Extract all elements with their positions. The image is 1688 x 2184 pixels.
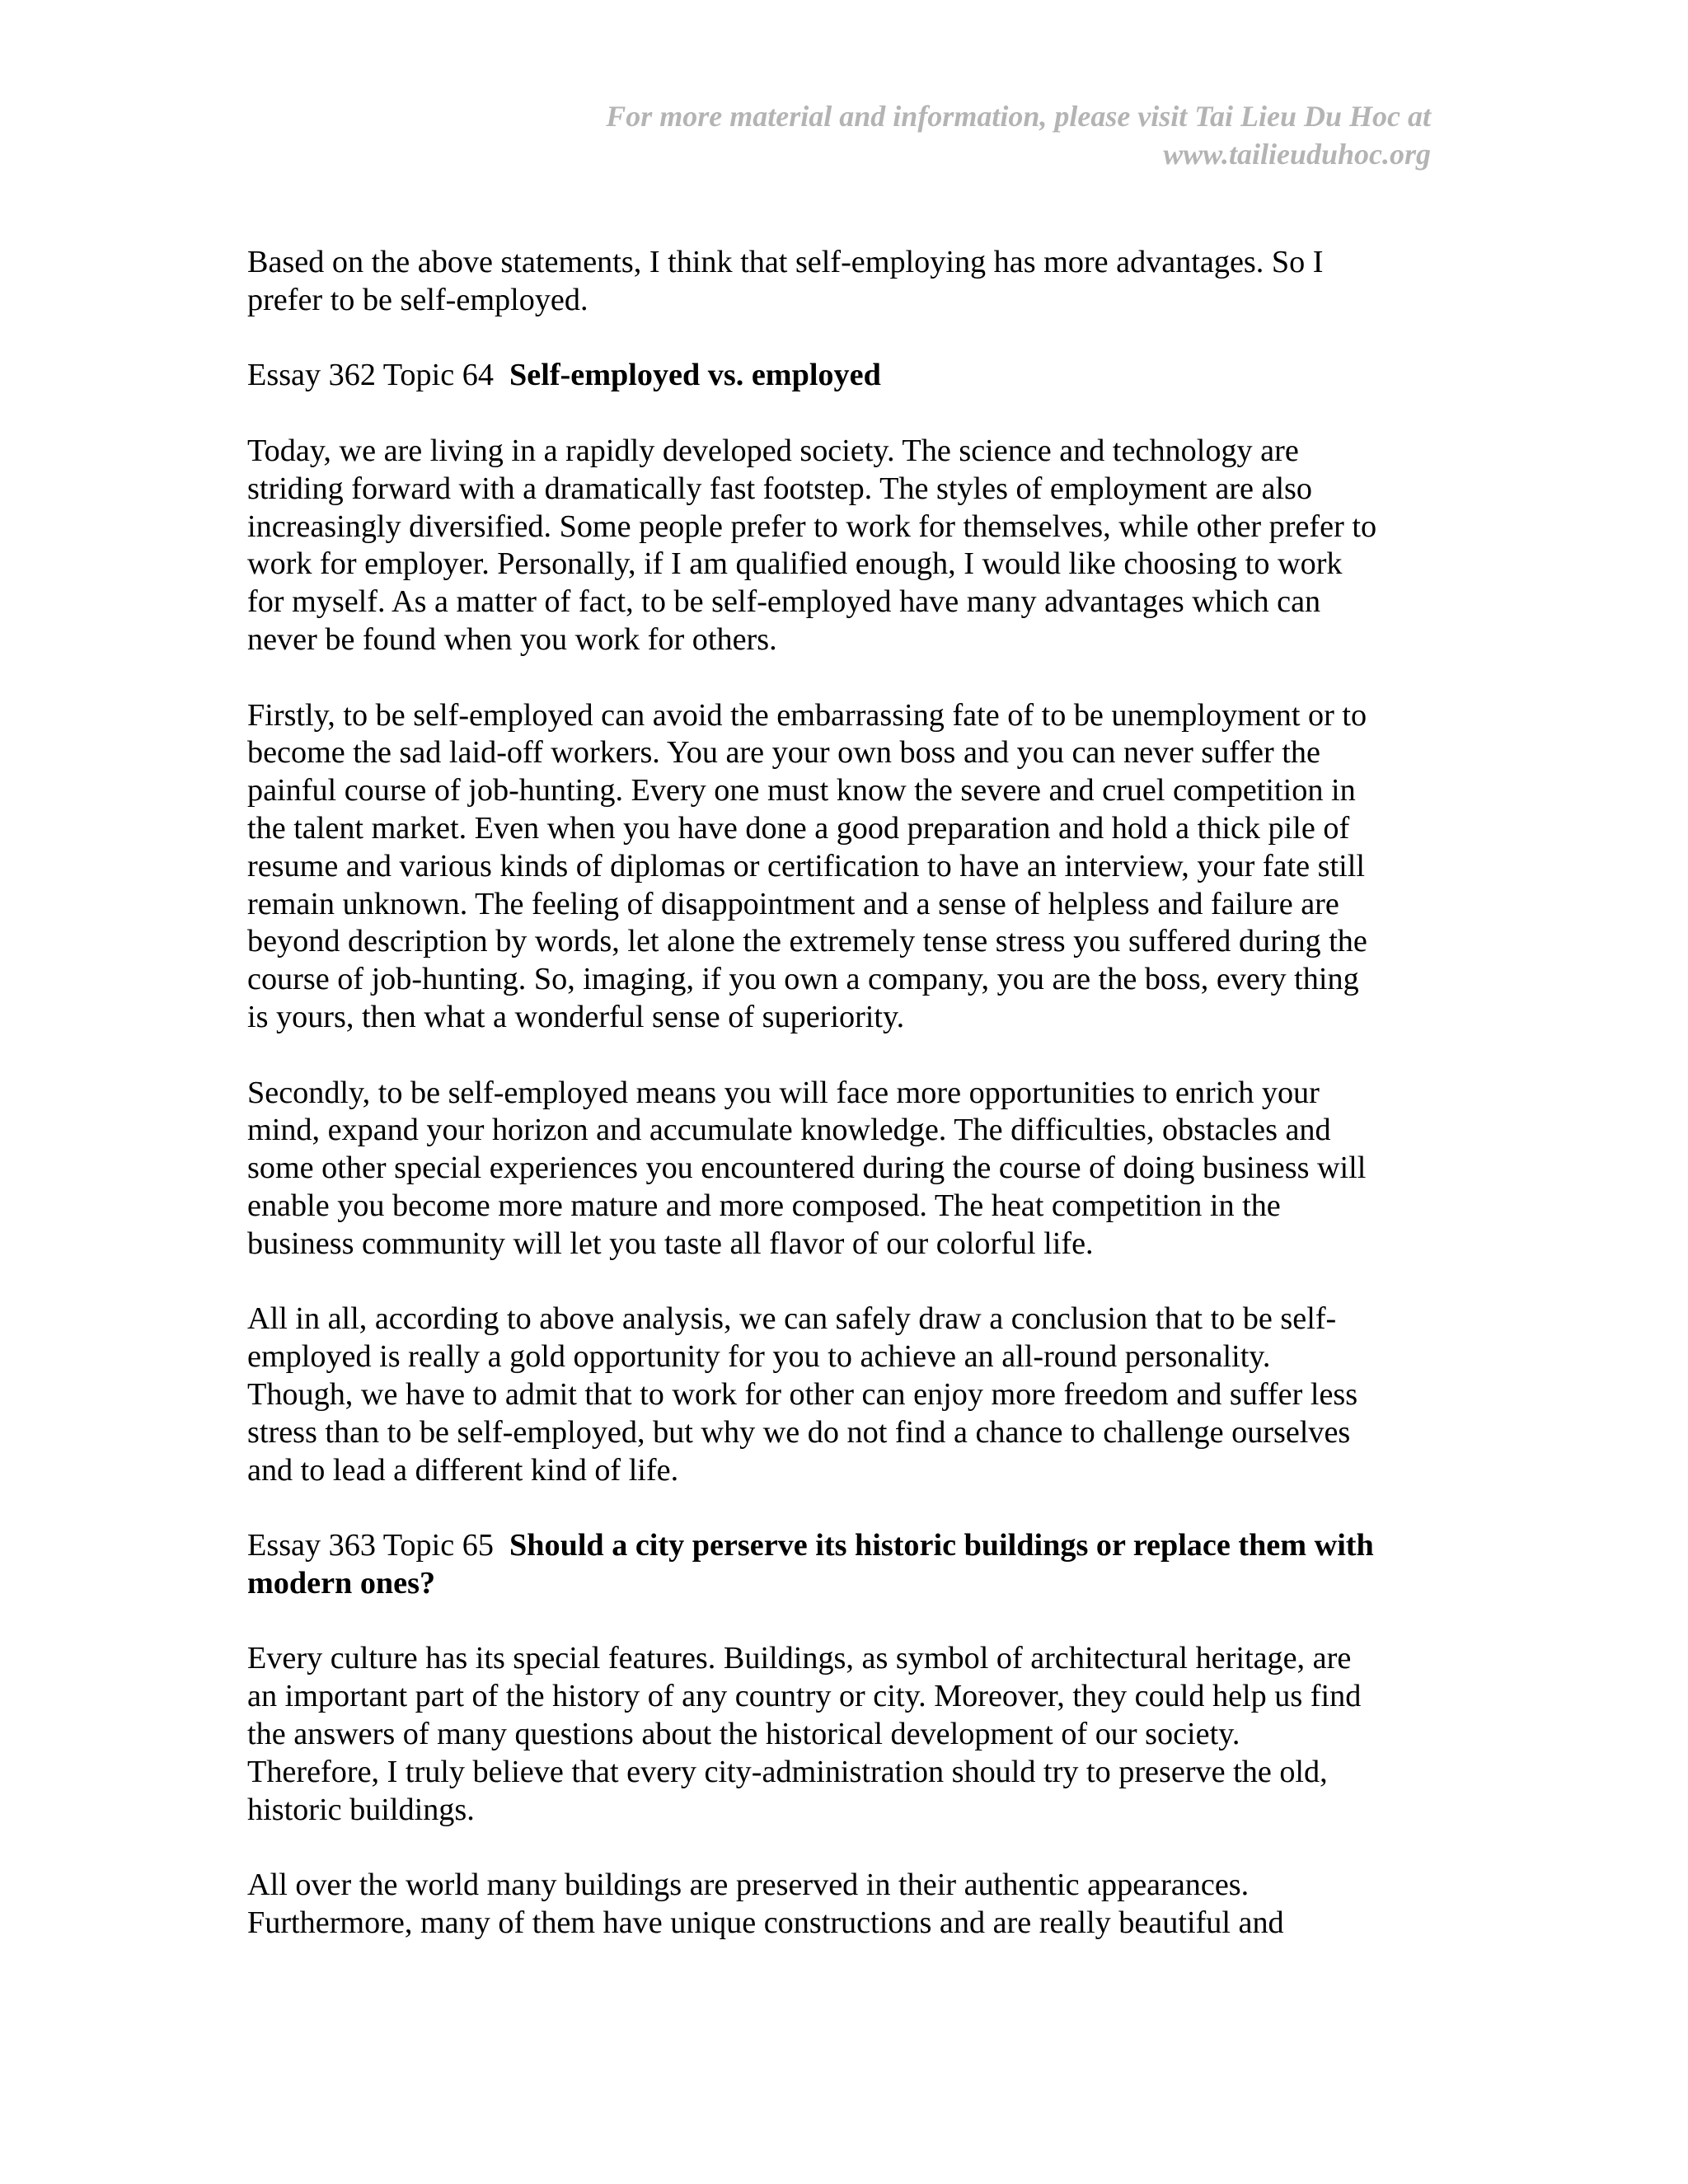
text-line: painful course of job-hunting. Every one must know the severe and cruel competition in — [247, 773, 1356, 808]
text-line: employed is really a gold opportunity for you to achieve an all-round personality. — [247, 1339, 1271, 1375]
text-line: Therefore, I truly believe that every city-administration should try to preserve the old, — [247, 1754, 1328, 1789]
essay-title: Self-employed vs. employed — [509, 358, 881, 393]
text-line: prefer to be self-employed. — [247, 282, 588, 317]
text-line: business community will let you taste all flavor of our colorful life. — [247, 1226, 1094, 1261]
text-line: remain unknown. The feeling of disappointment and a sense of helpless and failure are — [247, 886, 1339, 921]
text-line: increasingly diversified. Some people prefer to work for themselves, while other prefer to — [247, 509, 1377, 544]
heading-line — [247, 1527, 1441, 1565]
essay-362-paragraph-2 — [247, 697, 1441, 1037]
text-line: become the sad laid-off workers. You are your own boss and you can never suffer the — [247, 735, 1320, 771]
text-line: Today, we are living in a rapidly developed society. The science and technology are — [247, 433, 1299, 468]
text-line: mind, expand your horizon and accumulate knowledge. The difficulties, obstacles and — [247, 1113, 1331, 1148]
document-body — [247, 244, 1441, 1980]
text-line: All over the world many buildings are preserved in their authentic appearances. — [247, 1868, 1250, 1903]
text-line: Furthermore, many of them have unique constructions and are really beautiful and — [247, 1905, 1284, 1941]
text-line: an important part of the history of any country or city. Moreover, they could help us find — [247, 1679, 1362, 1714]
text-line: never be found when you work for others. — [247, 621, 777, 657]
essay-362-paragraph-4 — [247, 1301, 1441, 1489]
text-line: Secondly, to be self-employed means you will face more opportunities to enrich your — [247, 1075, 1320, 1110]
essay-title: Should a city perserve its historic buildings or replace them with — [509, 1528, 1374, 1563]
text-line: resume and various kinds of diplomas or certification to have an interview, your fate still — [247, 848, 1365, 883]
text-line: and to lead a different kind of life. — [247, 1452, 679, 1488]
essay-363-paragraph-2 — [247, 1867, 1441, 1943]
text-line: Based on the above statements, I think that self-employing has more advantages. So I — [247, 245, 1324, 279]
text-line: the answers of many questions about the historical development of our society. — [247, 1717, 1240, 1752]
header-line-2: www.tailieuduhoc.org — [1163, 138, 1431, 171]
text-line: Every culture has its special features. Buildings, as symbol of architectural heritage, are — [247, 1641, 1352, 1676]
essay-label: Essay 362 Topic 64 — [247, 358, 494, 393]
intro-paragraph — [247, 244, 1441, 320]
essay-362-heading — [247, 357, 1441, 395]
essay-362-paragraph-3 — [247, 1075, 1441, 1263]
essay-label: Essay 363 Topic 65 — [247, 1528, 494, 1563]
text-line: historic buildings. — [247, 1792, 475, 1827]
essay-362-paragraph-1 — [247, 433, 1441, 659]
text-line: the talent market. Even when you have done a good preparation and hold a thick pile of — [247, 810, 1350, 846]
text-line: course of job-hunting. So, imaging, if you own a company, you are the boss, every thing — [247, 962, 1359, 997]
header-line-1: For more material and information, please visit Tai Lieu Du Hoc at — [606, 100, 1431, 133]
text-line: enable you become more mature and more composed. The heat competition in the — [247, 1188, 1281, 1223]
essay-363-paragraph-1 — [247, 1640, 1441, 1829]
text-line: stress than to be self-employed, but why we do not find a chance to challenge ourselves — [247, 1414, 1351, 1450]
text-line: beyond description by words, let alone the extremely tense stress you suffered during the — [247, 924, 1367, 959]
essay-title-continued: modern ones? — [247, 1565, 436, 1601]
text-line: Firstly, to be self-employed can avoid the embarrassing fate of to be unemployment or to — [247, 697, 1367, 733]
text-line: striding forward with a dramatically fast footstep. The styles of employment are also — [247, 471, 1313, 506]
essay-363-heading — [247, 1527, 1441, 1603]
heading-line — [247, 357, 1441, 395]
text-line: work for employer. Personally, if I am qualified enough, I would like choosing to work — [247, 546, 1343, 582]
text-line: is yours, then what a wonderful sense of superiority. — [247, 999, 905, 1034]
text-line: for myself. As a matter of fact, to be self-employed have many advantages which can — [247, 584, 1321, 620]
text-line: some other special experiences you encountered during the course of doing business will — [247, 1151, 1367, 1186]
text-line: All in all, according to above analysis, we can safely draw a conclusion that to be self- — [247, 1301, 1337, 1337]
text-line: Though, we have to admit that to work for other can enjoy more freedom and suffer less — [247, 1376, 1358, 1412]
page-header — [277, 97, 1431, 173]
